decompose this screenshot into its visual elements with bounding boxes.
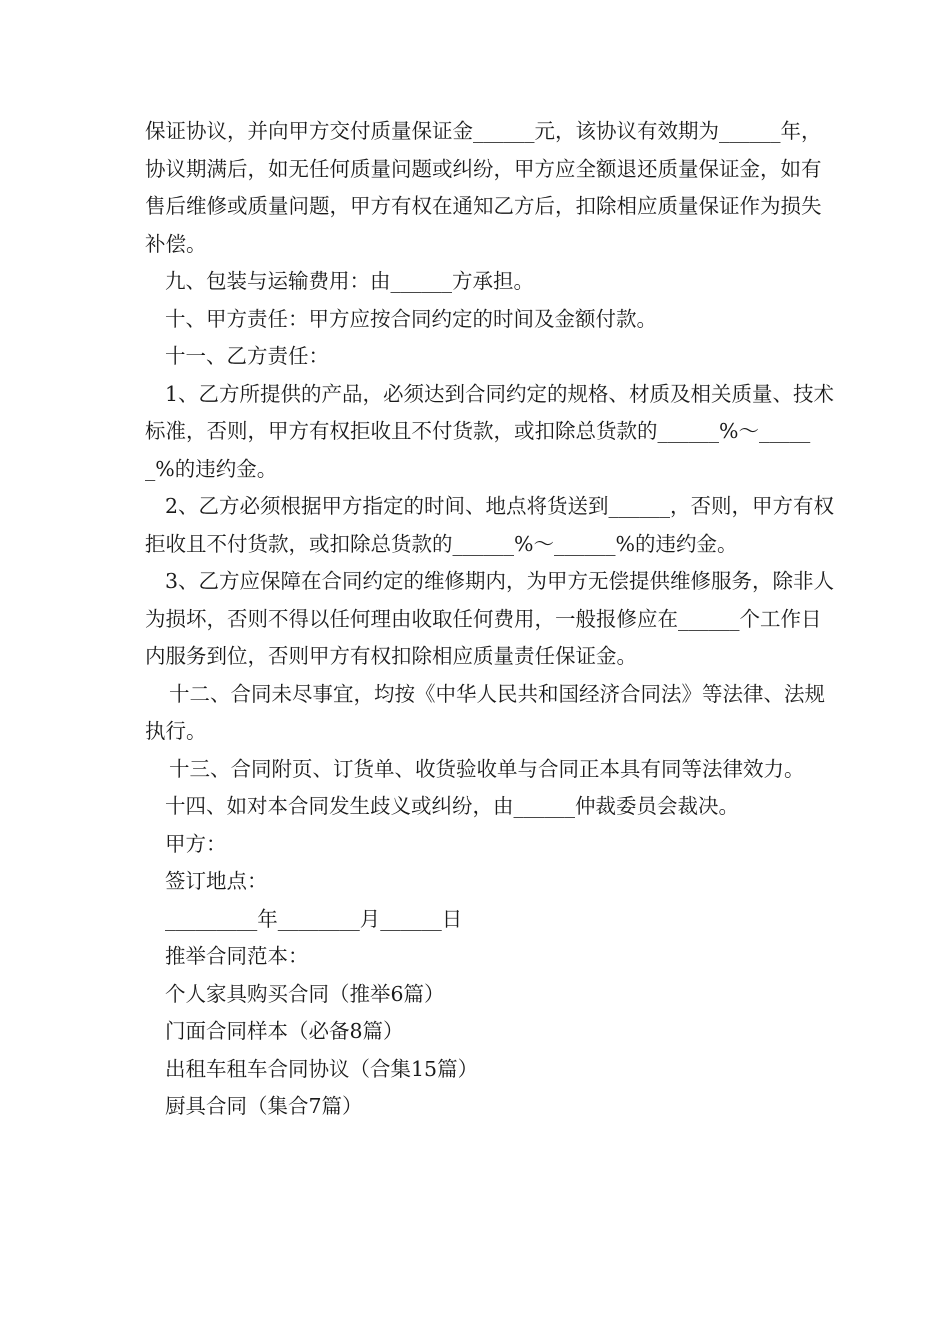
document-body [145, 113, 835, 1126]
clause-12: 十二、合同未尽事宜，均按《中华人民共和国经济合同法》等法律、法规执行。 [145, 681, 825, 743]
recommended-templates-heading: 推举合同范本： [165, 944, 309, 968]
party-a-label: 甲方： [165, 831, 227, 856]
paragraph-quality-deposit: 保证协议，并向甲方交付质量保证金______元，该协议有效期为______年，协议期满后，如无任何质量问题或纠纷，甲方应全额退还质量保证金，如有售后维修或质量问题，甲方有权在通知乙方后，扣除相应质量保证作为损失补偿。 [145, 119, 822, 256]
clause-13: 十三、合同附页、订货单、收货验收单与合同正本具有同等法律效力。 [169, 756, 805, 781]
clause-11-item-1: 1、乙方所提供的产品，必须达到合同约定的规格、材质及相关质量、技术标准，否则，甲方有权拒收且不付货款，或扣除总货款的______%～______%的违约金。 [145, 381, 835, 481]
clause-10-party-a: 十、甲方责任：甲方应按合同约定的时间及金额付款。 [165, 306, 657, 331]
recommended-link-2[interactable]: 门面合同样本（必备8篇） [165, 1019, 404, 1043]
clause-11-item-2: 2、乙方必须根据甲方指定的时间、地点将货送到______，否则，甲方有权拒收且不付货款，或扣除总货款的______%～______%的违约金。 [145, 494, 835, 556]
signing-date-line: _________年________月______日 [165, 906, 463, 931]
clause-11-party-b: 十一、乙方责任： [165, 344, 329, 368]
recommended-link-3[interactable]: 出租车租车合同协议（合集15篇） [165, 1056, 479, 1081]
clause-11-item-3: 3、乙方应保障在合同约定的维修期内，为甲方无偿提供维修服务，除非人为损坏，否则不得以任何理由收取任何费用，一般报修应在______个工作日内服务到位，否则甲方有权扣除相应质量责任保证金。 [145, 569, 835, 668]
signing-place-label: 签订地点： [165, 869, 268, 893]
clause-14: 十四、如对本合同发生歧义或纠纷，由______仲裁委员会裁决。 [165, 794, 739, 818]
clause-9-packaging: 九、包装与运输费用：由______方承担。 [165, 269, 534, 293]
recommended-link-4[interactable]: 厨具合同（集合7篇） [165, 1094, 363, 1118]
recommended-link-1[interactable]: 个人家具购买合同（推举6篇） [165, 981, 445, 1006]
